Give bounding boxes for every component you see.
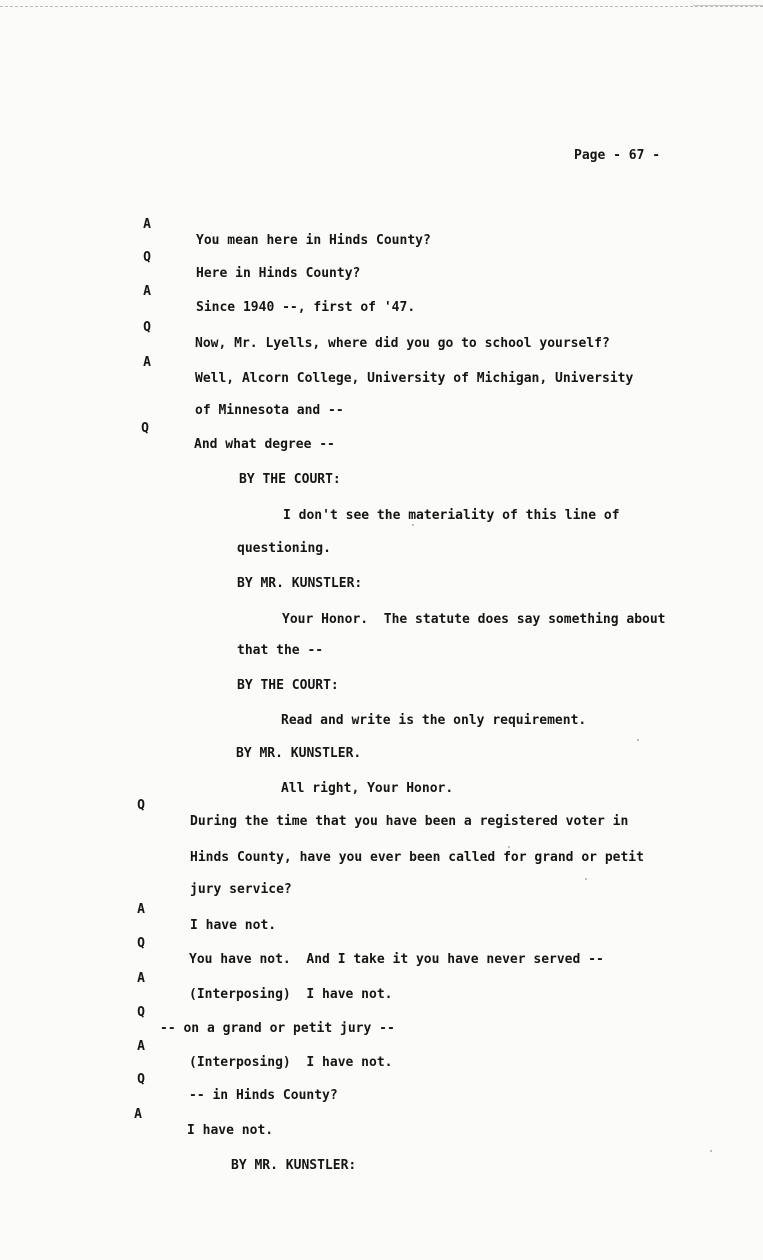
line-text: BY THE COURT: <box>239 472 341 487</box>
speaker-label: A <box>143 217 151 232</box>
line-text: BY MR. KUNSTLER: <box>237 576 363 591</box>
line-text: (Interposing) I have not. <box>189 987 393 1002</box>
scan-speck <box>412 524 414 526</box>
speaker-label: A <box>137 1039 145 1054</box>
line-text: Well, Alcorn College, University of Michigan, University <box>195 371 634 386</box>
line-text: I don't see the materiality of this line of <box>283 508 620 523</box>
scan-top-edge <box>0 0 763 7</box>
line-text: Hinds County, have you ever been called for grand or petit <box>190 850 644 865</box>
line-text: Your Honor. The statute does say something about <box>282 612 666 627</box>
scan-speck <box>508 846 510 848</box>
line-text: jury service? <box>190 882 292 897</box>
speaker-label: A <box>134 1107 142 1122</box>
speaker-label: Q <box>137 1072 145 1087</box>
speaker-label: Q <box>143 320 151 335</box>
line-text: And what degree -- <box>194 437 335 452</box>
line-text: Now, Mr. Lyells, where did you go to school yourself? <box>195 336 610 351</box>
line-text: questioning. <box>237 541 331 556</box>
speaker-label: A <box>137 902 145 917</box>
line-text: -- in Hinds County? <box>189 1088 338 1103</box>
line-text: BY THE COURT: <box>237 678 339 693</box>
line-text: of Minnesota and -- <box>195 403 344 418</box>
speaker-label: Q <box>143 250 151 265</box>
speaker-label: A <box>143 284 151 299</box>
line-text: You mean here in Hinds County? <box>196 233 431 248</box>
scan-top-edge-right <box>693 0 763 6</box>
line-text: Since 1940 --, first of '47. <box>196 300 416 315</box>
line-text: I have not. <box>190 918 277 933</box>
line-text: BY MR. KUNSTLER: <box>231 1158 357 1173</box>
speaker-label: Q <box>141 421 149 436</box>
speaker-label: Q <box>137 936 145 951</box>
scan-speck <box>585 878 587 880</box>
page-number: Page - 67 - <box>574 148 661 163</box>
line-text: (Interposing) I have not. <box>189 1055 393 1070</box>
line-text: -- on a grand or petit jury -- <box>160 1021 395 1036</box>
speaker-label: Q <box>137 1005 145 1020</box>
speaker-label: Q <box>137 798 145 813</box>
scan-speck <box>710 1150 712 1152</box>
scan-speck <box>637 739 639 741</box>
speaker-label: A <box>137 971 145 986</box>
line-text: During the time that you have been a registered voter in <box>190 814 629 829</box>
line-text: All right, Your Honor. <box>281 781 454 796</box>
line-text: that the -- <box>237 643 324 658</box>
speaker-label: A <box>143 355 151 370</box>
line-text: BY MR. KUNSTLER. <box>236 746 362 761</box>
line-text: Here in Hinds County? <box>196 266 361 281</box>
line-text: You have not. And I take it you have never served -- <box>189 952 604 967</box>
line-text: Read and write is the only requirement. <box>281 713 587 728</box>
line-text: I have not. <box>187 1123 274 1138</box>
